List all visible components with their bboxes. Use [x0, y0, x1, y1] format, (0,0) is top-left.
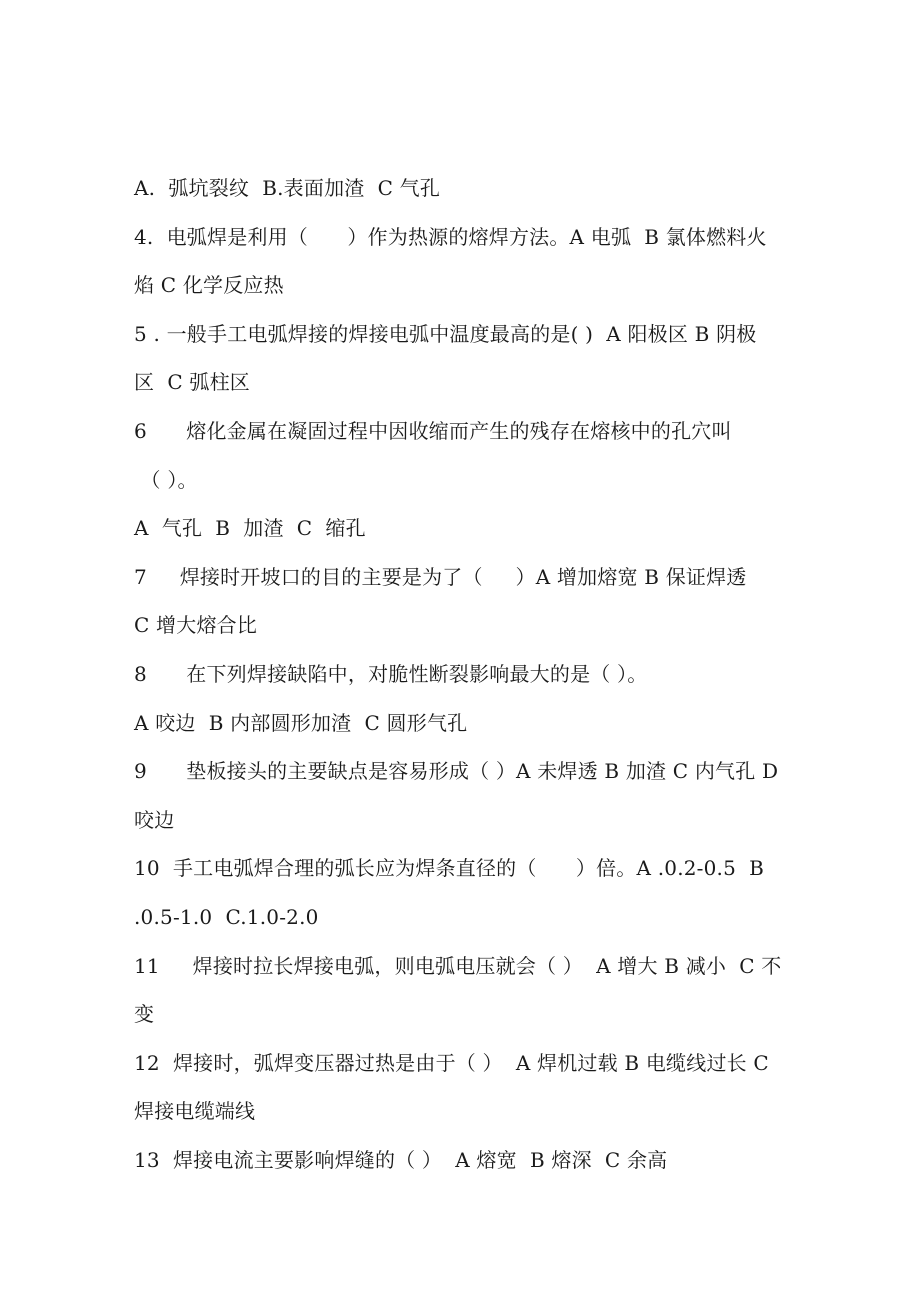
text-line-11: 8 在下列焊接缺陷中，对脆性断裂影响最大的是（ ）。	[134, 661, 648, 686]
text-line-1: A. 弧坑裂纹 B.表面加渣 C 气孔	[134, 176, 441, 200]
text-line-16: .0.5-1.0 C.1.0-2.0	[134, 904, 319, 929]
text-line-17: 11 焊接时拉长焊接电弧，则电弧电压就会（ ） A 增大 B 减小 C 不	[134, 953, 782, 978]
text-line-2: 4. 电弧焊是利用（ ）作为热源的熔焊方法。A 电弧 B 氯体燃料火	[134, 224, 767, 249]
text-line-6: 6 熔化金属在凝固过程中因收缩而产生的残存在熔核中的孔穴叫	[134, 418, 732, 443]
text-line-3: 焰 C 化学反应热	[134, 273, 284, 298]
text-line-7: （ ）。	[134, 467, 198, 492]
text-line-21: 13 焊接电流主要影响焊缝的（ ） A 熔宽 B 熔深 C 余高	[134, 1147, 668, 1172]
text-line-14: 咬边	[134, 807, 175, 832]
text-line-9: 7 焊接时开坡口的目的主要是为了（ ）A 增加熔宽 B 保证焊透	[134, 564, 747, 589]
text-line-10: C 增大熔合比	[134, 613, 258, 638]
text-line-8: A 气孔 B 加渣 C 缩孔	[134, 516, 366, 541]
text-line-5: 区 C 弧柱区	[134, 370, 250, 395]
text-line-20: 焊接电缆端线	[134, 1099, 256, 1124]
text-line-12: A 咬边 B 内部圆形加渣 C 圆形气孔	[134, 710, 468, 735]
text-line-15: 10 手工电弧焊合理的弧长应为焊条直径的（ ）倍。A .0.2-0.5 B	[134, 856, 765, 881]
text-line-18: 变	[134, 1002, 155, 1027]
text-line-4: 5 . 一般手工电弧焊接的焊接电弧中温度最高的是( ) A 阳极区 B 阴极	[134, 321, 757, 346]
document-body	[134, 164, 798, 1184]
text-line-19: 12 焊接时，弧焊变压器过热是由于（ ） A 焊机过载 B 电缆线过长 C	[134, 1050, 769, 1075]
text-line-13: 9 垫板接头的主要缺点是容易形成（ ）A 未焊透 B 加渣 C 内气孔 D	[134, 759, 779, 784]
